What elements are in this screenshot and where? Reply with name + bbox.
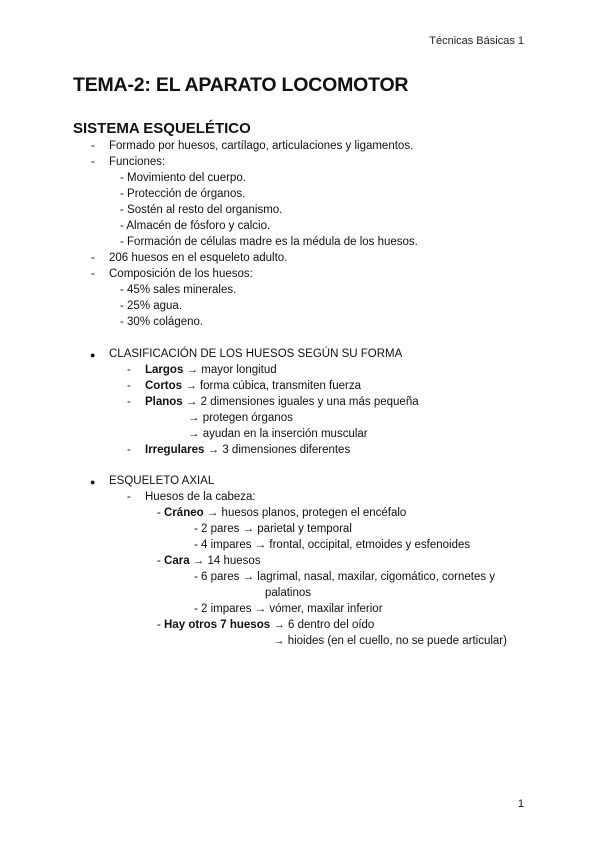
list-item: Formado por huesos, cartílago, articulaciones y ligamentos. xyxy=(109,140,414,152)
list-item xyxy=(145,379,361,393)
list-dash: - xyxy=(91,252,95,264)
continuation-line: → ayudan en la inserción muscular xyxy=(188,428,368,440)
list-dash: - xyxy=(91,268,95,280)
list-item: Composición de los huesos: xyxy=(109,268,253,280)
list-dash: - xyxy=(127,396,131,408)
term: Cara xyxy=(164,555,190,567)
sub-list-item: - Protección de órganos. xyxy=(120,188,246,200)
sub-list-item: - Formación de células madre es la médula de los huesos. xyxy=(120,236,418,248)
list-dash: - xyxy=(91,156,95,168)
subsection-heading: CLASIFICACIÓN DE LOS HUESOS SEGÚN SU FORMA xyxy=(109,348,403,360)
definition: → huesos planos, protegen el encéfalo xyxy=(203,507,407,519)
page-number: 1 xyxy=(517,798,524,810)
sub-list-item: - 45% sales minerales. xyxy=(120,284,237,296)
list-dash: - xyxy=(127,444,131,456)
definition: → 3 dimensiones diferentes xyxy=(204,444,351,456)
definition: → mayor longitud xyxy=(183,364,277,376)
definition: → 14 huesos xyxy=(189,555,261,567)
definition: → 2 dimensiones iguales y una más pequeña xyxy=(182,396,419,408)
list-dash: - xyxy=(127,380,131,392)
list-dash: - xyxy=(127,364,131,376)
dash-prefix: - xyxy=(157,619,165,631)
sub-sub-list-item: - 4 impares → frontal, occipital, etmoides y esfenoides xyxy=(194,539,471,551)
definition: → 6 dentro del oído xyxy=(270,619,375,631)
term: Hay otros 7 huesos xyxy=(164,619,271,631)
bullet-icon: ● xyxy=(90,477,96,487)
list-item xyxy=(145,363,277,377)
list-item: 206 huesos en el esqueleto adulto. xyxy=(109,252,288,264)
page-title: TEMA-2: EL APARATO LOCOMOTOR xyxy=(73,74,409,96)
list-item xyxy=(145,443,350,457)
sub-list-item: - 30% colágeno. xyxy=(120,316,204,328)
list-item: Huesos de la cabeza: xyxy=(145,491,256,503)
subsection-heading: ESQUELETO AXIAL xyxy=(109,475,215,487)
sub-list-item xyxy=(157,554,261,568)
continuation-line: → protegen órganos xyxy=(188,412,293,424)
list-dash: - xyxy=(91,140,95,152)
sub-list-item: - Sostén al resto del organismo. xyxy=(120,204,283,216)
continuation-line: → hioides (en el cuello, no se puede articular) xyxy=(273,635,507,647)
dash-prefix: - xyxy=(157,507,165,519)
term: Largos xyxy=(145,364,184,376)
list-item xyxy=(145,395,419,409)
term: Irregulares xyxy=(145,444,205,456)
sub-list-item xyxy=(157,618,374,632)
sub-list-item: - 25% agua. xyxy=(120,300,183,312)
sub-list-item: - Almacén de fósforo y calcio. xyxy=(120,220,271,232)
sub-sub-list-item: - 2 pares → parietal y temporal xyxy=(194,523,352,535)
list-item: Funciones: xyxy=(109,156,166,168)
term: Planos xyxy=(145,396,183,408)
sub-list-item xyxy=(157,506,406,520)
term: Cortos xyxy=(145,380,183,392)
definition: → forma cúbica, transmiten fuerza xyxy=(182,380,362,392)
continuation-line: palatinos xyxy=(265,587,312,599)
page-header-label: Técnicas Básicas 1 xyxy=(429,35,524,47)
dash-prefix: - xyxy=(157,555,165,567)
sub-list-item: - Movimiento del cuerpo. xyxy=(120,172,246,184)
section-heading: SISTEMA ESQUELÉTICO xyxy=(73,120,251,137)
list-dash: - xyxy=(127,491,131,503)
term: Cráneo xyxy=(164,507,204,519)
sub-sub-list-item: - 6 pares → lagrimal, nasal, maxilar, cigomático, cornetes y xyxy=(194,571,496,583)
bullet-icon: ● xyxy=(90,350,96,360)
sub-sub-list-item: - 2 impares → vómer, maxilar inferior xyxy=(194,603,383,615)
